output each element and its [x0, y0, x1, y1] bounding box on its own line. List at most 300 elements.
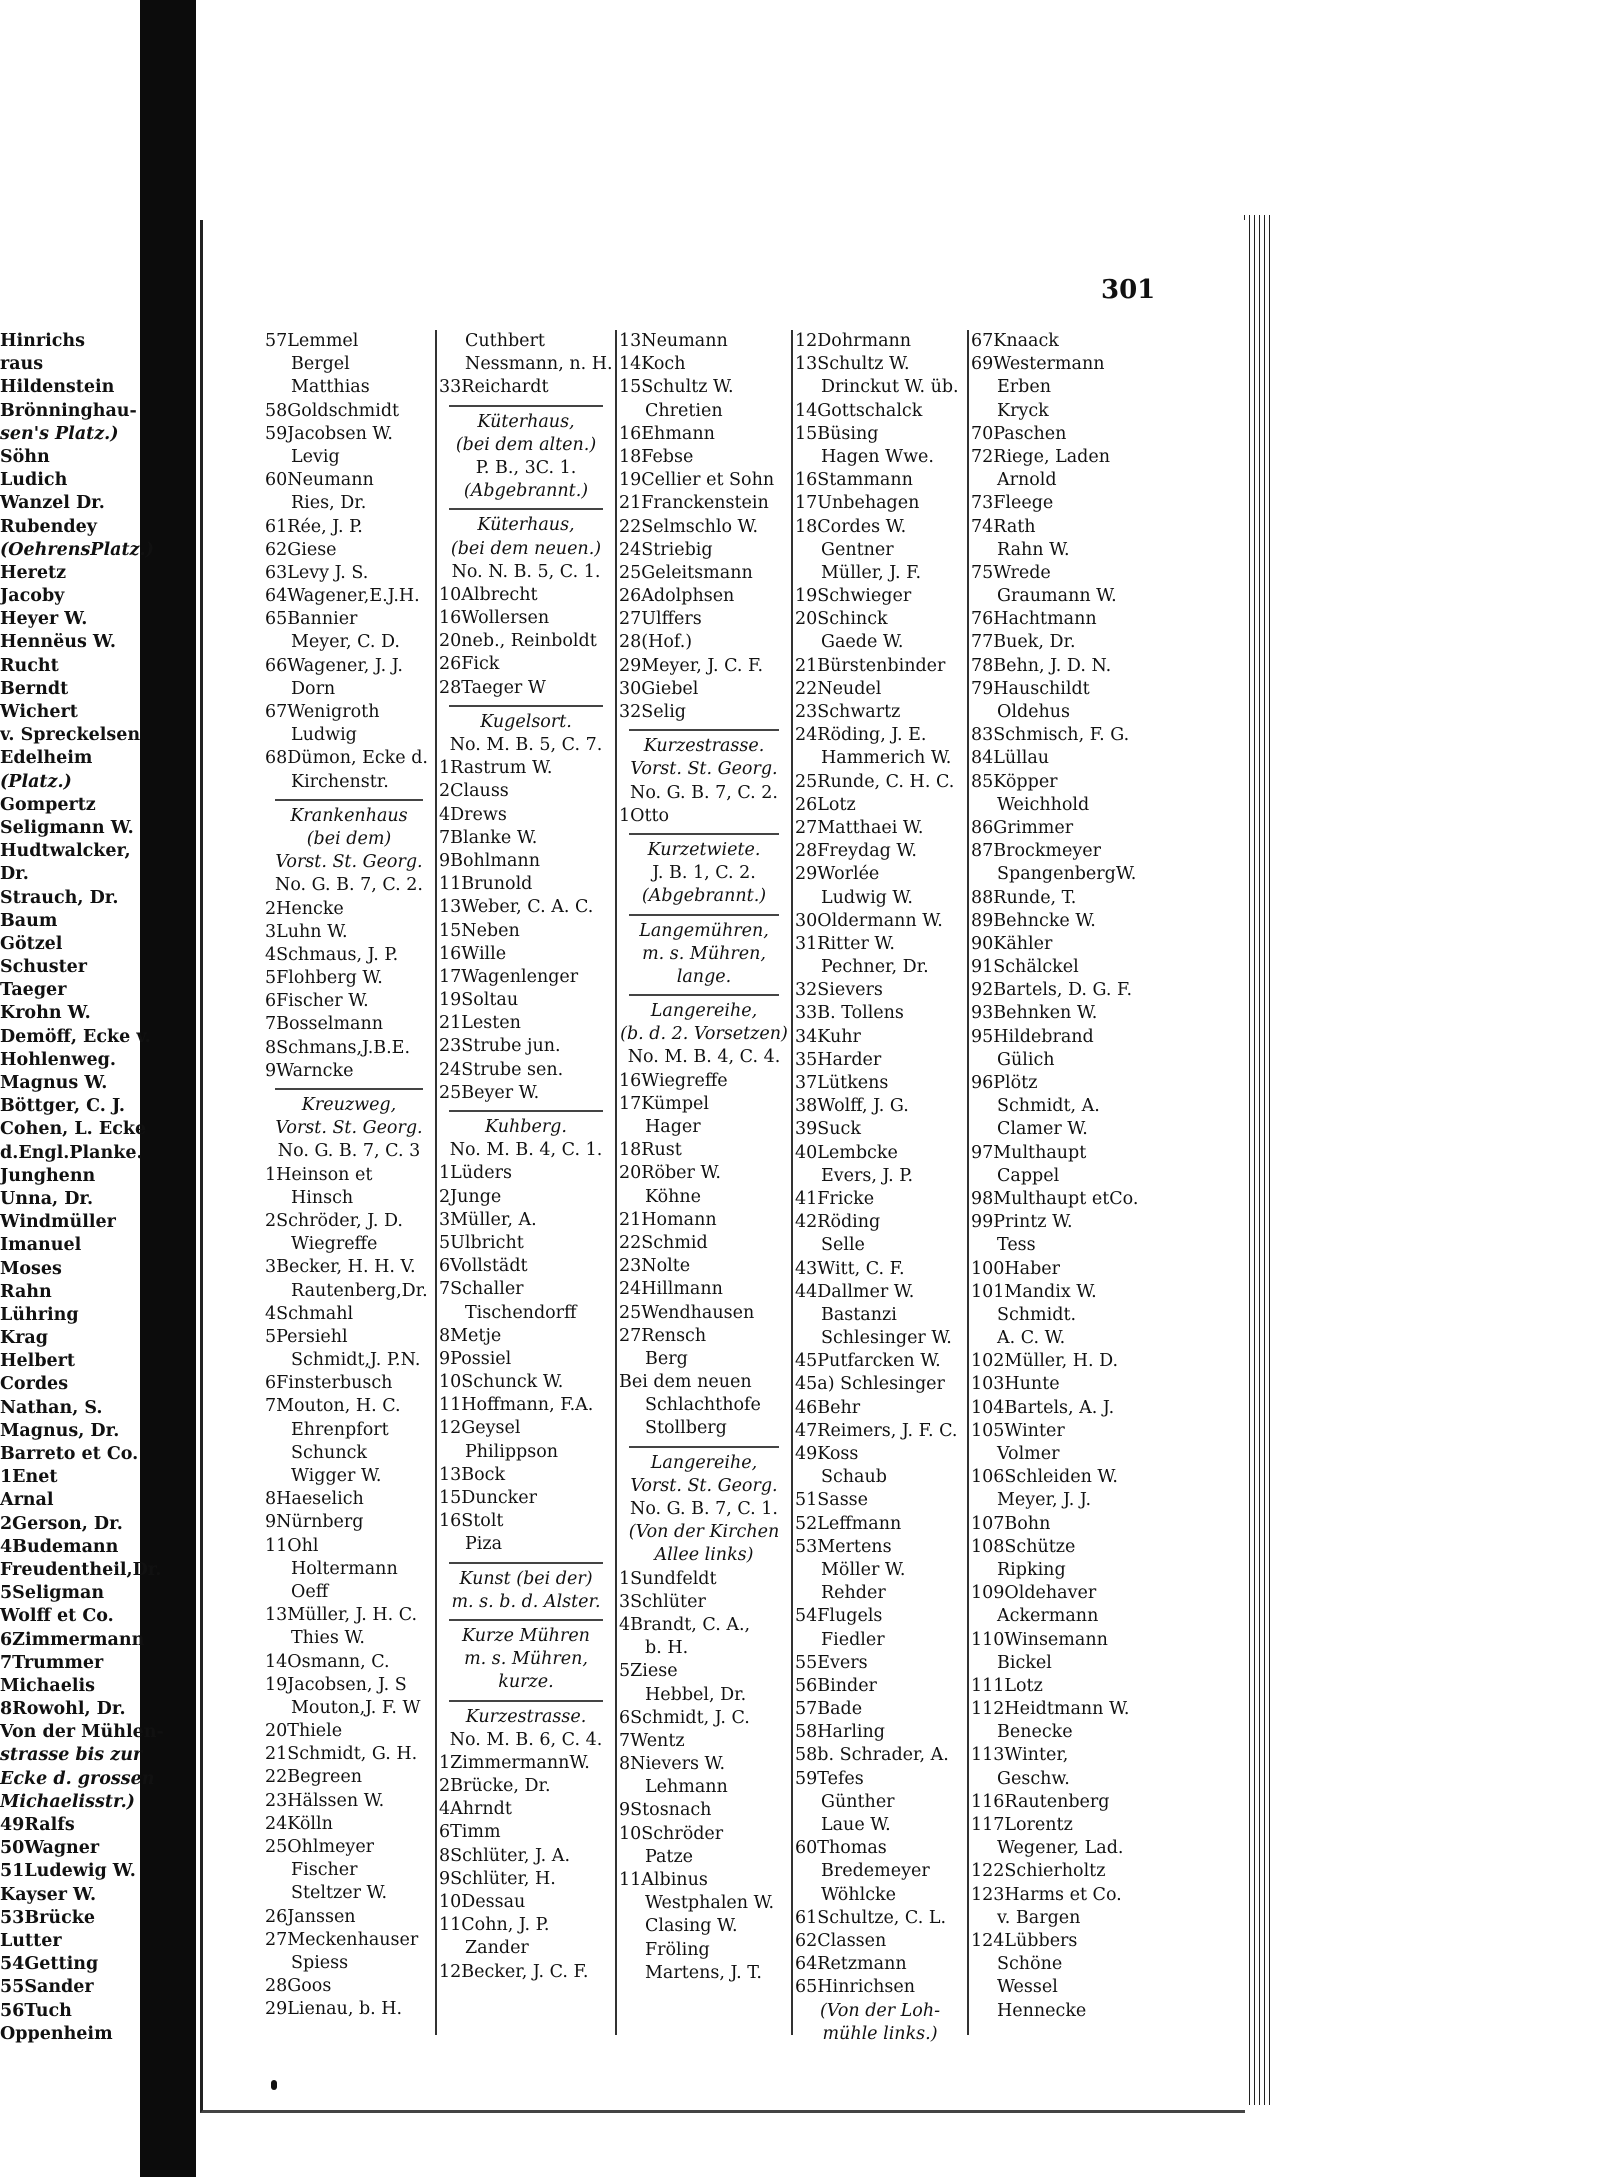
directory-line: (bei dem neuen.): [450, 538, 602, 559]
directory-line: 122Schierholtz: [971, 1861, 1106, 1882]
directory-line: Fischer: [291, 1860, 358, 1881]
directory-line: 7Mouton, H. C.: [265, 1396, 401, 1417]
directory-line: 22Begreen: [265, 1767, 363, 1788]
left-page-line: Lutter: [0, 1930, 62, 1951]
directory-line: Langereihe,: [650, 1452, 758, 1473]
directory-line: Oldehus: [997, 702, 1071, 722]
directory-line: Cuthbert: [465, 331, 545, 351]
left-page-line: 7Trummer: [0, 1652, 104, 1673]
directory-line: No. G. B. 7, C. 3: [277, 1141, 421, 1162]
left-page-line: (Platz.): [0, 771, 72, 792]
directory-line: 29Meyer, J. C. F.: [619, 655, 764, 676]
directory-line: 1Sundfeldt: [619, 1568, 717, 1589]
directory-line: 112Heidtmann W.: [971, 1699, 1130, 1720]
directory-line: 91Schälckel: [971, 957, 1079, 978]
left-page-line: Freudentheil,Dr.: [0, 1559, 162, 1580]
directory-line: 41Fricke: [795, 1188, 875, 1209]
directory-line: 9Nürnberg: [265, 1512, 364, 1533]
directory-line: Kurzestrasse.: [643, 736, 765, 757]
directory-line: 2Hencke: [265, 898, 344, 919]
left-column: [0, 330, 164, 2046]
directory-line: 106Schleiden W.: [971, 1467, 1118, 1488]
directory-line: 100Haber: [971, 1258, 1061, 1279]
left-page-line: (OehrensPlatz.): [0, 539, 154, 560]
directory-line: 116Rautenberg: [971, 1791, 1110, 1812]
left-page-line: 8Rowohl, Dr.: [0, 1699, 126, 1720]
directory-line: 16Wille: [439, 943, 507, 964]
directory-line: 4Brandt, C. A.,: [619, 1614, 751, 1635]
directory-line: 10Dessau: [439, 1892, 526, 1912]
directory-line: 37Lütkens: [795, 1073, 889, 1093]
directory-line: 66Wagener, J. J.: [265, 655, 403, 676]
directory-line: 29Worlée: [795, 864, 880, 885]
left-page-line: d.Engl.Planke.: [0, 1142, 143, 1163]
directory-line: 19Soltau: [439, 990, 519, 1011]
directory-line: Matthias: [291, 377, 370, 398]
column-rule: [615, 330, 617, 2035]
directory-line: Küterhaus,: [477, 411, 575, 432]
directory-line: Ripking: [997, 1559, 1066, 1580]
section-rule: [449, 1562, 603, 1564]
directory-line: 92Bartels, D. G. F.: [971, 980, 1133, 1001]
left-page-line: Berndt: [0, 678, 69, 699]
directory-line: 35Harder: [795, 1049, 882, 1070]
directory-line: 65Bannier: [265, 609, 358, 630]
directory-line: m. s. b. d. Alster.: [451, 1591, 601, 1612]
directory-line: 25Ohlmeyer: [265, 1837, 375, 1857]
directory-line: 2Clauss: [439, 781, 509, 802]
directory-line: 76Hachtmann: [971, 609, 1097, 630]
section-rule: [629, 833, 779, 835]
directory-line: 102Müller, H. D.: [971, 1351, 1119, 1372]
directory-line: Kurzestrasse.: [465, 1706, 587, 1727]
directory-line: Ludwig: [291, 725, 357, 746]
directory-line: 8Metje: [439, 1325, 502, 1346]
left-page-line: Hohlenweg.: [0, 1049, 116, 1070]
directory-line: 29Lienau, b. H.: [265, 1999, 403, 2020]
directory-line: Küterhaus,: [477, 515, 575, 536]
directory-line: 14Koch: [619, 354, 686, 375]
directory-line: 20neb., Reinboldt: [439, 631, 597, 652]
directory-line: 60Neumann: [265, 470, 374, 491]
directory-line: 109Oldehaver: [971, 1583, 1097, 1604]
directory-line: 25Runde, C. H. C.: [795, 771, 955, 792]
left-page-line: Wichert: [0, 702, 78, 722]
directory-line: 61Rée, J. P.: [265, 516, 363, 537]
directory-line: 19Schwieger: [795, 586, 912, 607]
directory-line: 16Stolt: [439, 1511, 504, 1532]
directory-line: 22Neudel: [795, 678, 882, 699]
directory-line: 1Otto: [619, 805, 670, 826]
directory-line: Schmidt.: [997, 1304, 1077, 1325]
left-page-line: Heyer W.: [0, 609, 88, 630]
directory-line: 22Schmid: [619, 1232, 708, 1253]
directory-line: Bickel: [997, 1652, 1052, 1673]
directory-line: Lehmann: [645, 1777, 728, 1798]
directory-line: Hammerich W.: [821, 748, 952, 769]
directory-line: 7Schaller: [439, 1279, 524, 1300]
directory-line: 5Persiehl: [265, 1326, 348, 1347]
directory-line: Wiegreffe: [291, 1234, 378, 1255]
directory-line: Graumann W.: [997, 586, 1117, 607]
directory-line: Spiess: [291, 1952, 349, 1973]
directory-line: Selle: [821, 1235, 865, 1256]
left-page-line: 54Getting: [0, 1954, 99, 1975]
directory-line: Tischendorff: [465, 1302, 577, 1323]
directory-line: Vorst. St. Georg.: [630, 759, 778, 780]
directory-line: 27Matthaei W.: [795, 817, 924, 838]
directory-line: Günther: [821, 1791, 895, 1812]
left-page-line: Lühring: [0, 1304, 79, 1325]
directory-line: Mouton,J. F. W: [291, 1697, 421, 1718]
directory-line: Wegener, Lad.: [997, 1838, 1124, 1859]
column-rule: [791, 330, 793, 2035]
directory-line: Tess: [997, 1235, 1036, 1256]
directory-line: 32Sievers: [795, 980, 883, 1001]
directory-line: 45Putfarcken W.: [795, 1351, 941, 1372]
directory-line: 78Behn, J. D. N.: [971, 655, 1112, 676]
directory-line: Köhne: [645, 1186, 702, 1207]
directory-line: 97Multhaupt: [971, 1142, 1087, 1163]
directory-line: Bastanzi: [821, 1304, 897, 1325]
left-page-line: Oppenheim: [0, 2023, 113, 2044]
directory-line: 67Wenigroth: [265, 702, 380, 722]
directory-line: 64Wagener,E.J.H.: [265, 586, 420, 607]
directory-line: Rautenberg,Dr.: [291, 1280, 428, 1301]
section-rule: [449, 1700, 603, 1702]
directory-line: 11Ohl: [265, 1535, 319, 1556]
directory-line: 61Schultze, C. L.: [795, 1907, 947, 1928]
directory-line: 13Neumann: [619, 331, 728, 351]
directory-line: 59Tefes: [795, 1768, 864, 1789]
directory-line: b. H.: [645, 1638, 689, 1659]
directory-line: 39Suck: [795, 1119, 861, 1140]
directory-line: 20Röber W.: [619, 1163, 721, 1184]
left-page-line: Ludich: [0, 470, 68, 491]
directory-line: 99Printz W.: [971, 1212, 1073, 1233]
directory-line: 85Köpper: [971, 771, 1058, 792]
directory-line: 26Lotz: [795, 794, 856, 815]
directory-line: 6Timm: [439, 1822, 501, 1843]
page-edges: [1242, 215, 1272, 2105]
directory-line: 27Ulffers: [619, 609, 702, 630]
directory-line: 30Oldermann W.: [795, 910, 943, 931]
directory-line: Drinckut W. üb.: [821, 377, 959, 398]
directory-line: 16Wollersen: [439, 608, 550, 629]
directory-line: 64Retzmann: [795, 1954, 907, 1975]
directory-line: 11Hoffmann, F.A.: [439, 1395, 594, 1416]
directory-line: 57Bade: [795, 1699, 863, 1720]
directory-line: 69Westermann: [971, 354, 1105, 375]
directory-line: Arnold: [997, 470, 1057, 491]
left-page-line: 51Ludewig W.: [0, 1861, 136, 1882]
directory-line: 2Brücke, Dr.: [439, 1776, 551, 1797]
directory-line: 72Riege, Laden: [971, 446, 1110, 467]
directory-line: 16Stammann: [795, 470, 913, 491]
left-page-line: 6Zimmermann: [0, 1629, 145, 1650]
left-page-line: Michaelisstr.): [0, 1791, 135, 1812]
directory-line: v. Bargen: [997, 1907, 1081, 1928]
left-page-line: Hudtwalcker,: [0, 841, 131, 862]
directory-line: 96Plötz: [971, 1073, 1038, 1093]
left-page-line: Jacoby: [0, 586, 65, 607]
left-page-line: Dr.: [0, 864, 29, 885]
directory-line: 83Schmisch, F. G.: [971, 725, 1130, 746]
directory-line: 26Janssen: [265, 1906, 356, 1927]
directory-line: Benecke: [997, 1722, 1073, 1743]
directory-line: No. G. B. 7, C. 2.: [630, 782, 778, 803]
directory-line: 3Schlüter: [619, 1591, 706, 1612]
directory-line: 8Nievers W.: [619, 1754, 726, 1775]
left-page-line: sen's Platz.): [0, 423, 119, 444]
directory-line: Nessmann, n. H.: [465, 354, 613, 375]
directory-line: Meyer, C. D.: [291, 632, 400, 653]
directory-line: 33B. Tollens: [795, 1003, 904, 1024]
directory-line: (bei dem alten.): [455, 434, 597, 455]
directory-line: Ackermann: [997, 1606, 1099, 1627]
directory-line: Vorst. St. Georg.: [275, 852, 423, 873]
directory-line: 60Thomas: [795, 1838, 887, 1859]
directory-line: m. s. Mühren,: [642, 943, 766, 964]
directory-line: 13Weber, C. A. C.: [439, 897, 594, 918]
directory-line: Martens, J. T.: [645, 1962, 762, 1983]
directory-line: Bei dem neuen: [619, 1372, 752, 1393]
left-page-line: Helbert: [0, 1351, 75, 1372]
directory-line: Geschw.: [997, 1768, 1070, 1789]
directory-line: Schlachthofe: [645, 1395, 761, 1416]
directory-line: 16Wiegreffe: [619, 1070, 728, 1091]
column-rule: [967, 330, 969, 2035]
directory-line: 17Unbehagen: [795, 493, 920, 514]
directory-line: 11Cohn, J. P.: [439, 1915, 550, 1936]
directory-line: No. M. B. 4, C. 1.: [449, 1140, 603, 1161]
directory-line: 73Fleege: [971, 493, 1054, 514]
section-rule: [629, 914, 779, 916]
directory-line: Schmidt, A.: [997, 1096, 1100, 1117]
directory-line: 5Ziese: [619, 1661, 678, 1682]
directory-line: 79Hauschildt: [971, 678, 1090, 699]
directory-line: 21Bürstenbinder: [795, 655, 946, 676]
directory-line: lange.: [676, 966, 732, 987]
directory-line: 74Rath: [971, 516, 1036, 537]
left-page-line: Unna, Dr.: [0, 1188, 94, 1209]
directory-line: 107Bohn: [971, 1513, 1051, 1534]
directory-line: 21Lesten: [439, 1013, 521, 1034]
column-2: [439, 330, 613, 1984]
directory-line: 34Kuhr: [795, 1026, 861, 1047]
section-rule: [449, 705, 603, 707]
directory-line: 33Reichardt: [439, 377, 549, 398]
directory-line: 2Schröder, J. D.: [265, 1210, 403, 1231]
section-rule: [275, 1088, 423, 1090]
directory-line: 84Lüllau: [971, 748, 1050, 769]
directory-line: 12Dohrmann: [795, 331, 912, 351]
directory-line: 63Levy J. S.: [265, 562, 369, 583]
directory-line: 26Fick: [439, 654, 500, 675]
directory-line: Hagen Wwe.: [821, 446, 934, 467]
directory-line: 90Kähler: [971, 933, 1053, 954]
directory-line: Hennecke: [997, 2000, 1087, 2021]
directory-line: 9Bohlmann: [439, 850, 540, 871]
directory-line: Rahn W.: [997, 539, 1070, 560]
directory-line: 21Franckenstein: [619, 493, 769, 514]
directory-line: 11Albinus: [619, 1870, 708, 1890]
left-page-line: Barreto et Co.: [0, 1444, 139, 1464]
left-page-line: 1Enet: [0, 1467, 58, 1488]
directory-line: Kurzetwiete.: [647, 839, 761, 860]
directory-line: 11Brunold: [439, 874, 533, 895]
directory-line: Pechner, Dr.: [821, 957, 929, 978]
directory-line: 28(Hof.): [619, 632, 693, 653]
directory-line: Ehrenpfort: [291, 1419, 389, 1440]
directory-line: 42Röding: [795, 1212, 881, 1233]
left-page-line: Rahn: [0, 1281, 52, 1302]
section-rule: [449, 1110, 603, 1112]
directory-line: 24Röding, J. E.: [795, 725, 927, 746]
column-4: [795, 330, 965, 2046]
left-page-line: Baum: [0, 910, 58, 931]
directory-line: Krankenhaus: [290, 805, 408, 826]
column-5: [971, 330, 1143, 2023]
directory-line: 15Schultz W.: [619, 377, 734, 398]
directory-line: 86Grimmer: [971, 817, 1074, 838]
left-page-line: Moses: [0, 1258, 62, 1279]
left-page-line: 2Gerson, Dr.: [0, 1513, 123, 1534]
directory-line: Wigger W.: [291, 1466, 382, 1486]
directory-line: 31Ritter W.: [795, 933, 895, 954]
directory-line: Volmer: [997, 1444, 1060, 1464]
directory-line: J. B. 1, C. 2.: [652, 863, 756, 884]
directory-line: 27Rensch: [619, 1325, 707, 1346]
left-page-line: Rubendey: [0, 516, 97, 537]
left-page-line: Kayser W.: [0, 1884, 97, 1905]
directory-line: m. s. Mühren,: [464, 1649, 588, 1670]
directory-line: Kreuzweg,: [301, 1095, 397, 1115]
directory-line: 24Striebig: [619, 539, 713, 560]
directory-line: 12Geysel: [439, 1418, 521, 1439]
directory-line: 30Giebel: [619, 678, 699, 699]
directory-line: 108Schütze: [971, 1536, 1076, 1557]
directory-line: Möller W.: [821, 1559, 906, 1580]
directory-line: 8Schmans,J.B.E.: [265, 1037, 411, 1058]
directory-line: Schaub: [821, 1467, 887, 1488]
left-page-line: Götzel: [0, 933, 63, 954]
directory-line: 13Bock: [439, 1464, 506, 1485]
directory-line: 75Wrede: [971, 562, 1051, 583]
directory-line: (b. d. 2. Vorsetzen): [620, 1024, 788, 1045]
directory-line: 20Thiele: [265, 1721, 343, 1742]
directory-line: Erben: [997, 377, 1051, 398]
directory-line: 43Witt, C. F.: [795, 1258, 905, 1279]
column-1: [265, 330, 433, 2022]
directory-line: 44Dallmer W.: [795, 1281, 915, 1302]
directory-line: 62Giese: [265, 539, 337, 560]
directory-line: 117Lorentz: [971, 1815, 1073, 1835]
directory-line: 4Ahrndt: [439, 1799, 512, 1820]
directory-line: Thies W.: [291, 1628, 365, 1649]
left-page-line: raus: [0, 354, 44, 375]
directory-line: Gülich: [997, 1049, 1055, 1070]
directory-line: 18Febse: [619, 446, 694, 467]
directory-line: 65Hinrichsen: [795, 1977, 916, 1998]
directory-line: 10Albrecht: [439, 584, 538, 605]
directory-line: 110Winsemann: [971, 1629, 1108, 1650]
directory-line: 14Osmann, C.: [265, 1651, 390, 1672]
directory-line: 22Selmschlo W.: [619, 516, 759, 537]
directory-line: 7Bosselmann: [265, 1014, 384, 1035]
left-page-line: Cordes: [0, 1374, 69, 1395]
left-page-line: Heretz: [0, 562, 67, 583]
directory-line: Gentner: [821, 539, 894, 560]
directory-line: 9Schlüter, H.: [439, 1868, 556, 1889]
directory-line: Fiedler: [821, 1629, 885, 1650]
directory-line: Müller, J. F.: [821, 562, 922, 583]
directory-line: No. M. B. 4, C. 4.: [627, 1047, 781, 1068]
directory-line: No. M. B. 6, C. 4.: [449, 1729, 603, 1750]
directory-line: Kunst (bei der): [459, 1568, 593, 1589]
directory-line: Schöne: [997, 1954, 1063, 1975]
directory-line: Langereihe,: [650, 1001, 758, 1022]
directory-line: 20Schinck: [795, 609, 888, 630]
left-page-line: Wanzel Dr.: [0, 493, 105, 514]
directory-line: Holtermann: [291, 1558, 398, 1579]
column-rule: [435, 330, 437, 2035]
directory-line: 25Beyer W.: [439, 1082, 540, 1103]
directory-line: 3Becker, H. H. V.: [265, 1257, 416, 1278]
left-page-line: 56Tuch: [0, 2000, 72, 2021]
directory-line: 17Wagenlenger: [439, 966, 579, 987]
directory-line: 25Wendhausen: [619, 1302, 755, 1323]
left-page-line: Windmüller: [0, 1212, 116, 1233]
directory-line: Steltzer W.: [291, 1883, 388, 1904]
directory-line: SpangenbergW.: [997, 864, 1137, 885]
directory-line: 21Homann: [619, 1209, 717, 1230]
section-rule: [275, 799, 423, 801]
directory-line: Philippson: [465, 1441, 559, 1462]
directory-line: Vorst. St. Georg.: [630, 1475, 778, 1496]
directory-line: Kurze Mühren: [462, 1625, 590, 1646]
directory-line: Fröling: [645, 1939, 710, 1960]
left-page-line: Magnus, Dr.: [0, 1420, 120, 1441]
left-page-line: Böttger, C. J.: [0, 1096, 125, 1117]
directory-line: 8Schlüter, J. A.: [439, 1845, 571, 1866]
section-rule: [629, 994, 779, 996]
directory-line: Patze: [645, 1846, 694, 1867]
left-page-line: Krag: [0, 1328, 49, 1349]
directory-line: 58Goldschmidt: [265, 400, 400, 421]
directory-line: Schmidt,J. P.N.: [291, 1350, 421, 1371]
directory-line: 13Schultz W.: [795, 354, 910, 375]
directory-line: 103Hunte: [971, 1374, 1060, 1395]
directory-line: 32Selig: [619, 702, 687, 722]
directory-line: 18Rust: [619, 1140, 682, 1161]
directory-line: 51Sasse: [795, 1490, 869, 1511]
directory-line: 105Winter: [971, 1420, 1065, 1441]
directory-line: 28Taeger W: [439, 677, 546, 698]
section-rule: [449, 508, 603, 510]
directory-line: 15Duncker: [439, 1488, 537, 1508]
directory-line: 123Harms et Co.: [971, 1884, 1122, 1905]
directory-line: 58b. Schrader, A.: [795, 1745, 949, 1766]
directory-line: 1Heinson et: [265, 1164, 373, 1185]
directory-line: No. G. B. 7, C. 2.: [275, 875, 423, 896]
directory-line: 68Dümon, Ecke d.: [265, 748, 428, 769]
directory-line: 46Behr: [795, 1397, 861, 1418]
ink-spot: [271, 2080, 277, 2090]
directory-line: Wöhlcke: [821, 1884, 896, 1905]
directory-line: 9Warncke: [265, 1060, 354, 1081]
left-page-line: Strauch, Dr.: [0, 887, 119, 908]
